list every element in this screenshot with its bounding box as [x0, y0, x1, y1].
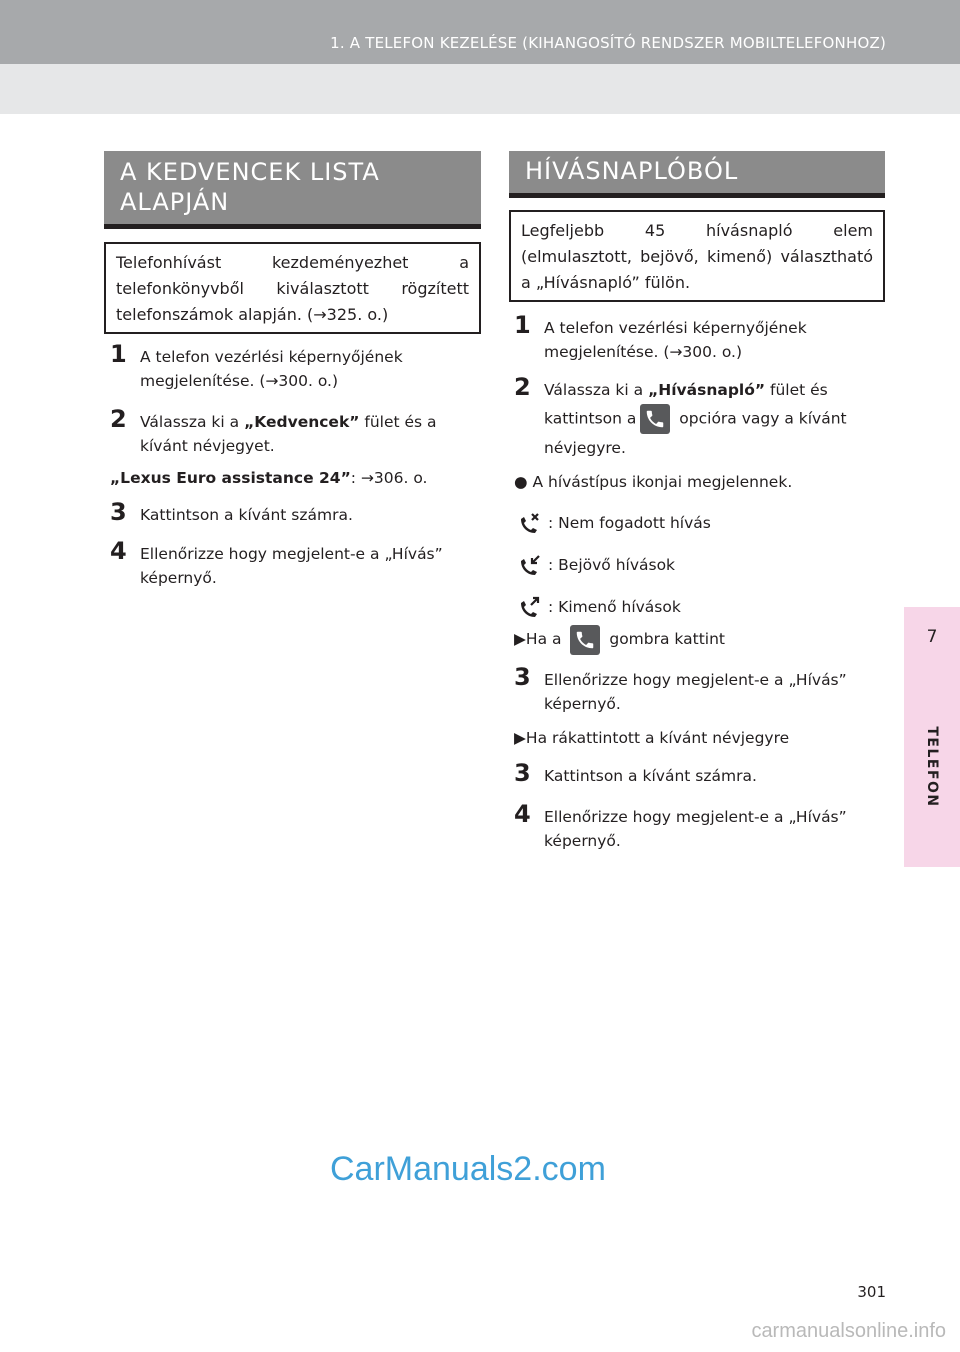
step-3-right-b	[514, 759, 886, 788]
step-number: 4	[110, 537, 127, 565]
heading-line: A KEDVENCEK LISTA	[120, 158, 380, 186]
arrow-right-icon: ▶	[514, 630, 526, 648]
call-type-missed	[514, 508, 711, 539]
call-type-outgoing	[514, 592, 681, 623]
incoming-call-icon	[514, 551, 544, 581]
chapter-tab[interactable]	[904, 607, 960, 867]
step-text: fület és a kívánt névjegyet.	[140, 413, 437, 455]
favorites-intro-text: Telefonhívást kezdeményezhet a telefonkönyvből kiválasztott rögzített telefonszámok alapján. (→325. o.)	[116, 253, 469, 324]
bullet-icons-appear	[514, 470, 886, 494]
step-4-left	[110, 537, 482, 590]
step-text: Kattintson a kívánt számra.	[544, 767, 757, 785]
step-3-left	[110, 498, 482, 527]
step-text: opcióra vagy a kívánt névjegyre.	[544, 409, 847, 457]
branch-text: gombra kattint	[604, 630, 725, 648]
step-4-right-b	[514, 800, 886, 853]
branch-text: Ha a	[525, 630, 567, 648]
step-number: 1	[514, 311, 531, 339]
phone-icon	[640, 404, 670, 434]
tab-name: „Hívásnapló”	[648, 381, 766, 399]
note-bold: „Lexus Euro assistance 24”	[110, 469, 351, 487]
phone-icon	[570, 625, 600, 655]
step-text: Kattintson a kívánt számra.	[140, 506, 353, 524]
watermark: CarManuals2.com	[330, 1150, 606, 1188]
footer-site-mark: carmanualsonline.info	[751, 1320, 946, 1342]
step-2-left	[110, 405, 482, 458]
step-number: 2	[514, 373, 531, 401]
step-1-left	[110, 340, 482, 393]
step-text-wrap	[514, 376, 886, 462]
arrow-right-icon: ▶	[514, 729, 526, 747]
call-type-label: : Nem fogadott hívás	[548, 514, 711, 532]
tab-name: „Kedvencek”	[244, 413, 360, 431]
favorites-intro-box	[104, 242, 481, 334]
header-bar	[0, 0, 960, 64]
call-type-incoming	[514, 550, 675, 581]
missed-call-icon	[514, 509, 544, 539]
branch-contact	[514, 726, 886, 750]
step-text: Válassza ki a	[544, 381, 649, 399]
step-text: A telefon vezérlési képernyőjének megjelenítése. (→300. o.)	[544, 319, 807, 361]
note-ref: : →306. o.	[350, 469, 428, 487]
outgoing-call-icon	[514, 593, 544, 623]
chapter-label: TELEFON	[924, 726, 940, 808]
step-number: 3	[514, 759, 531, 787]
step-text-wrap	[110, 410, 482, 458]
branch-text: Ha rákattintott a kívánt névjegyre	[525, 729, 790, 747]
section-heading-favorites	[104, 151, 481, 229]
step-text: Ellenőrizze hogy megjelent-e a „Hívás” képernyő.	[140, 545, 443, 587]
branch-phone-button	[514, 624, 886, 655]
step-text: Ellenőrizze hogy megjelent-e a „Hívás” képernyő.	[544, 671, 847, 713]
step-number: 4	[514, 800, 531, 828]
call-type-label: : Kimenő hívások	[548, 598, 681, 616]
call-log-intro-box	[509, 210, 885, 302]
chapter-title: 1. A TELEFON KEZELÉSE (KIHANGOSÍTÓ RENDSZER MOBILTELEFONHOZ)	[330, 34, 886, 52]
step-text: fület és kattintson a	[544, 381, 828, 428]
note-assistance	[110, 466, 482, 490]
step-number: 1	[110, 340, 127, 368]
step-text: A telefon vezérlési képernyőjének megjelenítése. (→300. o.)	[140, 348, 403, 390]
step-3-right-a	[514, 663, 886, 716]
call-type-label: : Bejövő hívások	[548, 556, 676, 574]
step-2-right	[514, 373, 886, 462]
step-number: 3	[110, 498, 127, 526]
step-text: Ellenőrizze hogy megjelent-e a „Hívás” képernyő.	[544, 808, 847, 850]
header-subbar	[0, 64, 960, 114]
step-text: Válassza ki a	[140, 413, 245, 431]
bullet-icon: ●	[514, 473, 528, 491]
heading-text: HÍVÁSNAPLÓBÓL	[525, 157, 739, 185]
step-number: 2	[110, 405, 127, 433]
page-number: 301	[857, 1283, 886, 1301]
heading-line: ALAPJÁN	[120, 188, 230, 216]
step-1-right	[514, 311, 886, 364]
call-log-intro-text: Legfeljebb 45 hívásnapló elem (elmulasztott, bejövő, kimenő) választható a „Hívásnapló” fülön.	[521, 221, 873, 292]
chapter-number: 7	[926, 627, 938, 647]
section-heading-call-log	[509, 151, 885, 198]
step-number: 3	[514, 663, 531, 691]
bullet-text: A hívástípus ikonjai megjelennek.	[532, 473, 793, 491]
